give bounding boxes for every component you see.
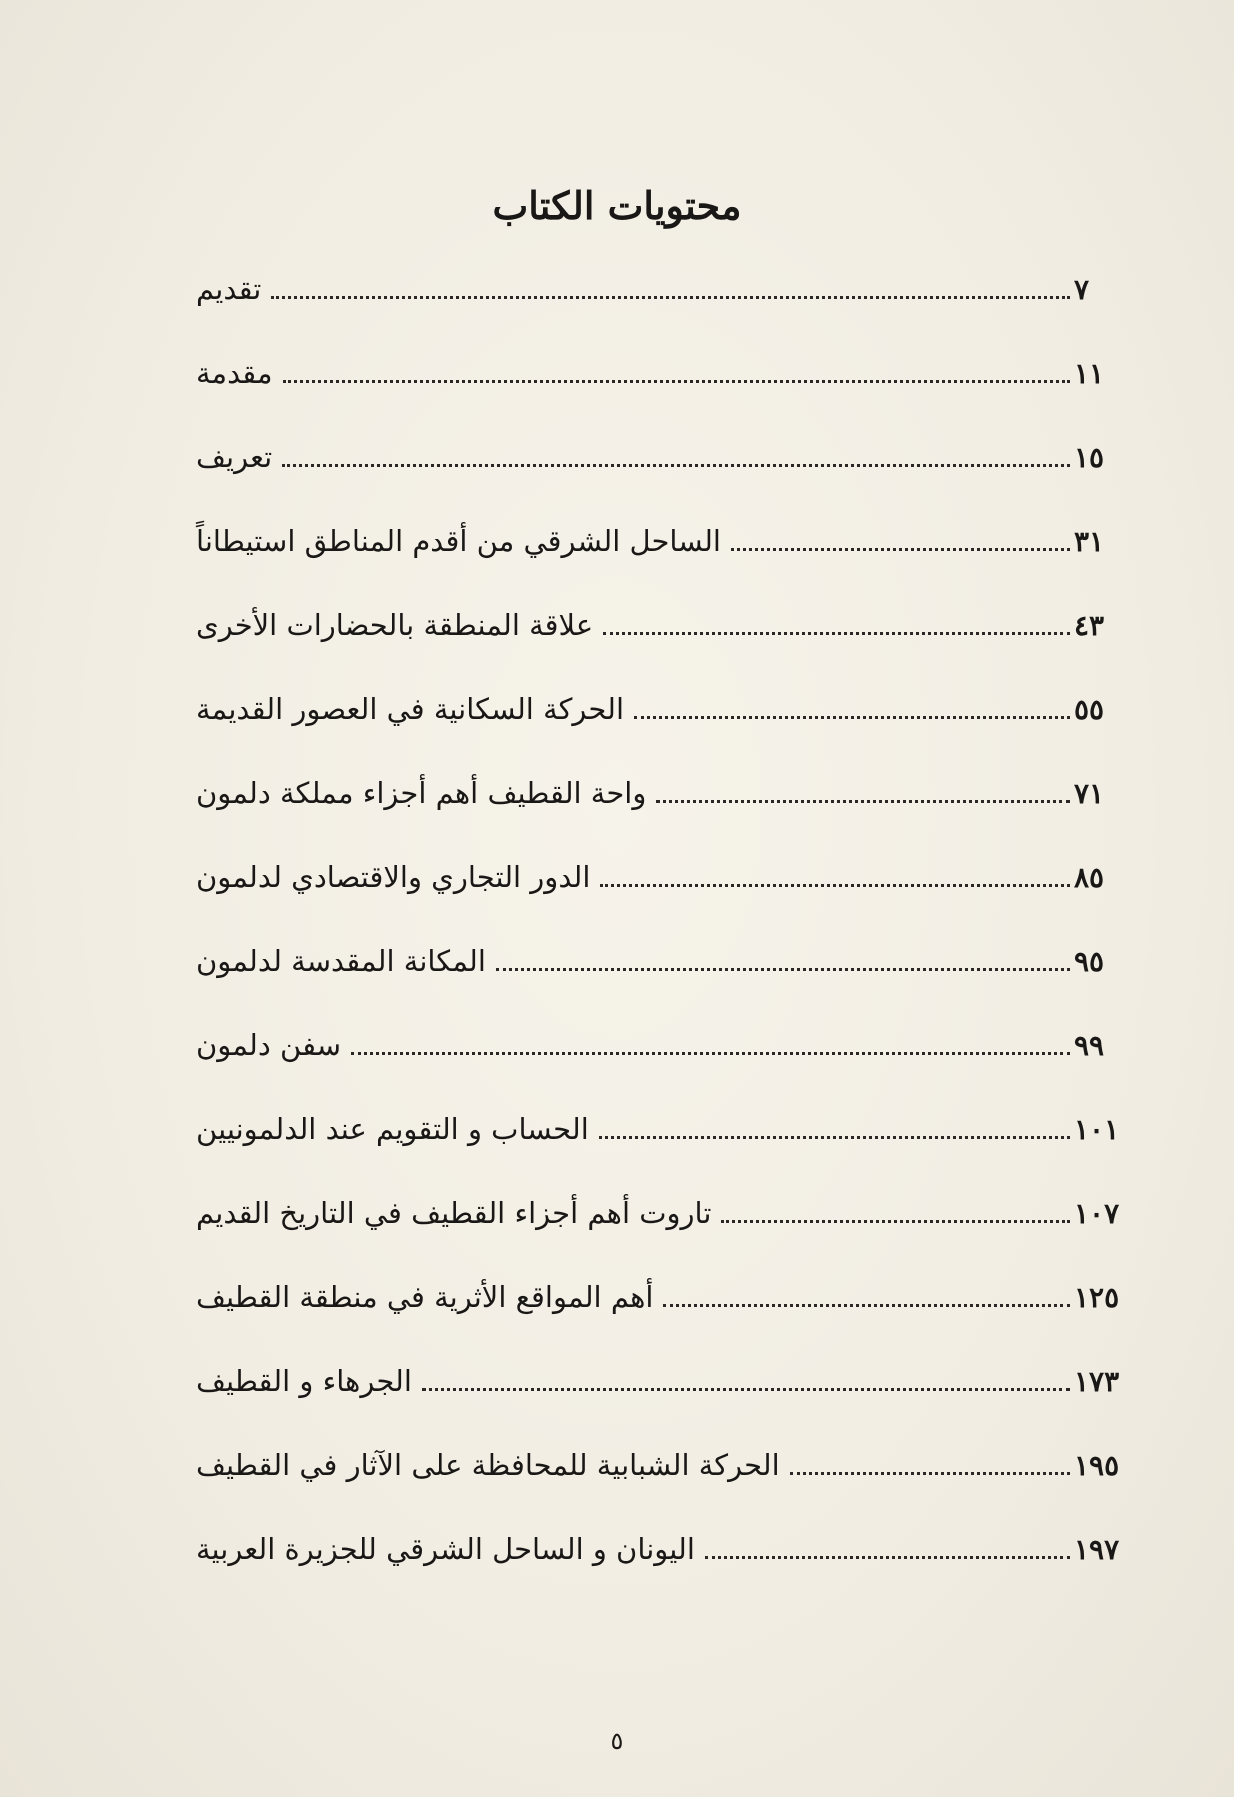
toc-entry-page: ٤٣ (1074, 609, 1105, 642)
toc-entry-3 (188, 524, 1130, 608)
toc-entry-label: الجرهاء و القطيف (196, 1364, 412, 1398)
toc-entry-label: سفن دلمون (196, 1028, 342, 1062)
page-title: محتويات الكتاب (492, 183, 742, 229)
toc-entry-label: واحة القطيف أهم أجزاء مملكة دلمون (196, 776, 647, 810)
toc-entry-page: ١٢٥ (1074, 1281, 1120, 1314)
toc-entry-label: الحساب و التقويم عند الدلمونيين (196, 1112, 589, 1146)
dot-leader (705, 1555, 1070, 1559)
dot-leader (351, 1051, 1070, 1055)
toc-entry-label: أهم المواقع الأثرية في منطقة القطيف (196, 1280, 654, 1314)
toc-entry-page: ١٩٥ (1074, 1449, 1120, 1482)
toc-entry-9 (188, 1028, 1130, 1112)
toc-entry-6 (188, 776, 1130, 860)
page-number: ٥ (610, 1727, 624, 1755)
dot-leader (283, 379, 1070, 383)
toc-entry-14 (188, 1448, 1130, 1532)
toc-entry-page: ١٧٣ (1074, 1365, 1120, 1398)
toc-entry-label: الحركة الشبابية للمحافظة على الآثار في القطيف (196, 1448, 780, 1482)
toc-entry-page: ١٥ (1074, 441, 1105, 474)
toc-entry-8 (188, 944, 1130, 1028)
dot-leader (271, 295, 1070, 299)
dot-leader (600, 883, 1070, 887)
toc-entry-label: المكانة المقدسة لدلمون (196, 944, 486, 978)
dot-leader (731, 547, 1070, 551)
toc-entry-label: اليونان و الساحل الشرقي للجزيرة العربية (196, 1532, 695, 1566)
toc-entry-1 (188, 356, 1130, 440)
dot-leader (721, 1219, 1070, 1223)
dot-leader (634, 715, 1070, 719)
toc-entry-label: تقديم (196, 272, 262, 306)
toc-entry-label: الدور التجاري والاقتصادي لدلمون (196, 860, 591, 894)
toc-entry-12 (188, 1280, 1130, 1364)
toc-entry-page: ١٩٧ (1074, 1533, 1120, 1566)
toc-entry-2 (188, 440, 1130, 524)
toc-entry-11 (188, 1196, 1130, 1280)
dot-leader (790, 1471, 1070, 1475)
toc-entry-page: ١١ (1074, 357, 1105, 390)
toc-entry-page: ٥٥ (1074, 693, 1105, 726)
toc-entry-label: تاروت أهم أجزاء القطيف في التاريخ القديم (196, 1196, 712, 1230)
toc-entry-label: الساحل الشرقي من أقدم المناطق استيطاناً (196, 524, 721, 558)
toc-entry-page: ٧ (1074, 273, 1090, 306)
toc-entry-label: علاقة المنطقة بالحضارات الأخرى (196, 608, 594, 642)
dot-leader (282, 463, 1070, 467)
toc-entry-page: ٨٥ (1074, 861, 1105, 894)
toc-entry-10 (188, 1112, 1130, 1196)
toc-entry-label: تعريف (196, 440, 273, 474)
toc-entry-page: ٣١ (1074, 525, 1105, 558)
toc-entry-label: الحركة السكانية في العصور القديمة (196, 692, 625, 726)
toc-entry-7 (188, 860, 1130, 944)
toc-entry-4 (188, 608, 1130, 692)
dot-leader (496, 967, 1070, 971)
toc-entry-0 (188, 272, 1130, 356)
toc-entry-page: ١٠١ (1074, 1113, 1120, 1146)
toc-entry-page: ٧١ (1074, 777, 1105, 810)
toc-entry-15 (188, 1532, 1130, 1616)
dot-leader (603, 631, 1070, 635)
toc-entry-label: مقدمة (196, 356, 273, 390)
toc-entry-13 (188, 1364, 1130, 1448)
table-of-contents (188, 272, 1130, 1616)
toc-entry-page: ٩٩ (1074, 1029, 1105, 1062)
dot-leader (422, 1387, 1070, 1391)
dot-leader (656, 799, 1070, 803)
toc-entry-page: ٩٥ (1074, 945, 1105, 978)
toc-entry-5 (188, 692, 1130, 776)
dot-leader (599, 1135, 1070, 1139)
dot-leader (663, 1303, 1070, 1307)
toc-entry-page: ١٠٧ (1074, 1197, 1120, 1230)
